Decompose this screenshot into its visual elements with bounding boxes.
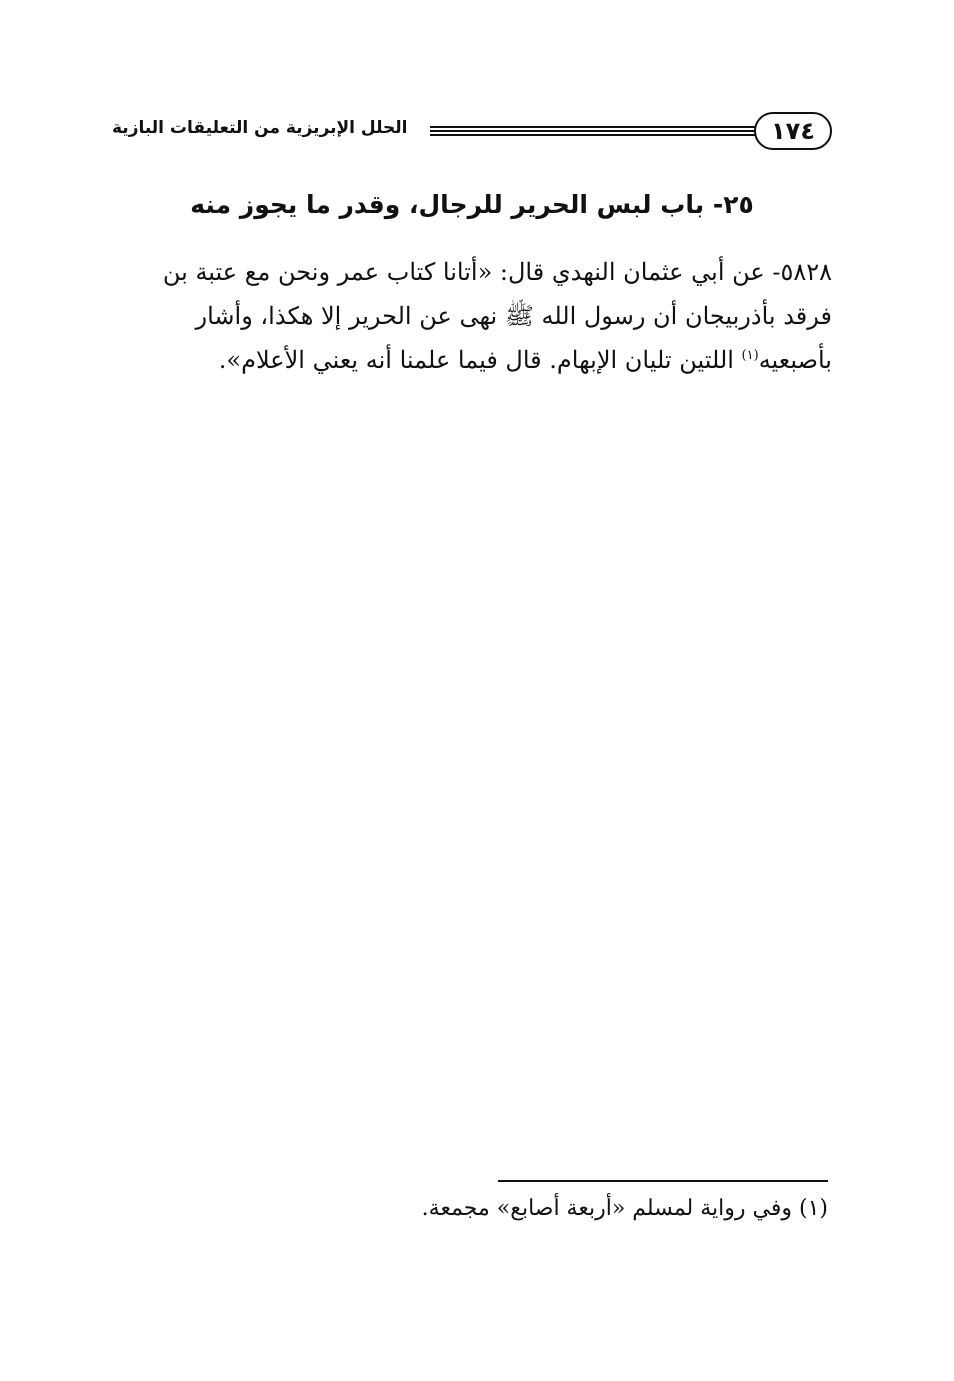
hadith-line-1: ٥٨٢٨- عن أبي عثمان النهدي قال: «أتانا كتاب عمر ونحن مع عتبة بن bbox=[162, 258, 832, 286]
hadith-line-2: فرقد بأذربيجان أن رسول الله ﷺ نهى عن الحرير إلا هكذا، وأشار bbox=[195, 302, 832, 330]
hadith-text bbox=[112, 250, 832, 382]
page-number: ١٧٤ bbox=[754, 112, 832, 150]
page-header bbox=[112, 112, 832, 154]
footnote-divider bbox=[498, 1180, 828, 1182]
footnote-reference[interactable]: (١) bbox=[741, 348, 759, 363]
hadith-line-3-start: بأصبعيه bbox=[758, 346, 832, 374]
footnote-1: (١) وفي رواية لمسلم «أربعة أصابع» مجمعة. bbox=[421, 1196, 828, 1221]
running-title: الحلل الإبريزية من التعليقات البازية bbox=[112, 118, 408, 138]
header-rule bbox=[430, 126, 756, 136]
chapter-title: ٢٥- باب لبس الحرير للرجال، وقدر ما يجوز منه bbox=[190, 190, 754, 219]
hadith-line-3-end: اللتين تليان الإبهام. قال فيما علمنا أنه يعني الأعلام». bbox=[218, 346, 742, 374]
hadith-line-3 bbox=[112, 338, 832, 382]
